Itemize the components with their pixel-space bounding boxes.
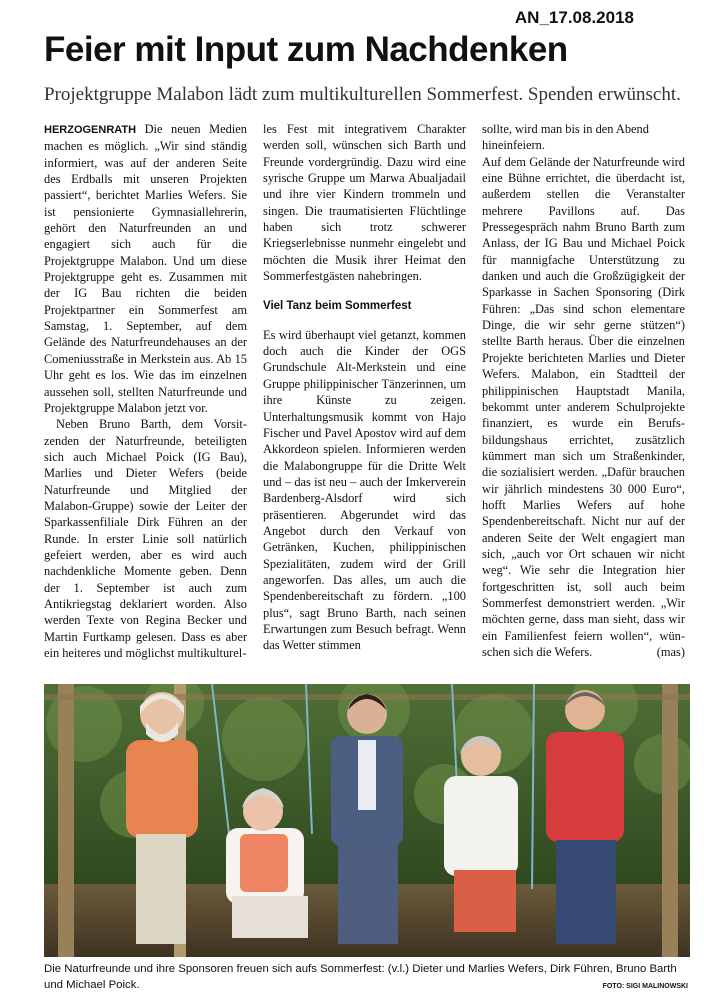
dateline: HERZOGENRATH [44, 124, 137, 136]
author-tag: (mas) [656, 645, 685, 659]
archive-stamp: AN_17.08.2018 [514, 8, 634, 27]
paragraph: Es wird überhaupt viel getanzt, kommen doch auch die Kinder der OGS Grundschule Alt-Merkstein und eine Gruppe philippinischer Tänzerinnen, um ihre Künste zu zeigen. Unterhaltungsmusik kommt von Hajo Fischer und Pavel Apostov wird auf dem Akkordeon spielen. Informieren werden die Malabongruppe für die Dritte Welt und – das ist neu – auch der Imkerverein Bardenberg-Alsdorf wird sich präsentieren. Abgerundet wird das Angebot durch den Verkauf von Getränken, Kuchen, philippinischen Spezialitäten, zudem wird der Grill angeworfen. Das alles, um auch die Spendenbereitschaft zu fördern. „100 plus“, sagt Bruno Barth, nach seinen Erwartungen zum Besuch befragt. Wenn das Wetter stimmen [263, 327, 466, 653]
subheadline: Projektgruppe Malabon lädt zum multikulturellen Sommerfest. Spenden erwünscht. [44, 84, 681, 105]
article-photo [44, 684, 690, 957]
article-column-1 [44, 121, 247, 661]
paragraph-text: Die neuen Medien machen es möglich. „Wir sind ständig informiert, was auf der anderen Seite des Erdballs mit unseren Projekten passiert“, berichtet Marlies Wefers. Sie ist pensionierte Gymnasiallehrerin, gehört den Naturfreunden an und engagiert sich auch für die Projektgruppe Malabon. Und um diese Projektgruppe geht es. Zusammen mit der IG Bau richten die beiden Projektpartner ein Sommerfest am Samstag, 1. September, auf dem Gelände des Naturfreundehauses an der Comeniusstraße in Merkstein aus. Ab 15 Uhr geht es los. Wie das im einzelnen aussehen soll, stellten Naturfreunde und Projektgruppe Malabon jetzt vor. [44, 122, 247, 415]
article-column-2 [263, 121, 466, 654]
photo-caption: Die Naturfreunde und ihre Sponsoren freuen sich aufs Sommerfest: (v.l.) Dieter und Marlies Wefers, Dirk Führen, Bruno Barth und Michael Poick. [44, 963, 677, 991]
paragraph: Neben Bruno Barth, dem Vorsitzenden der Naturfreunde, beteiligten sich auch Michael Poick (IG Bau), Marlies und Dieter Wefers (beide Naturfreunde und Mitglied der Malabon-Gruppe) sowie der Leiter der Sparkassenfiliale Dirk Führen an der Runde. In erster Linie soll natürlich gefeiert werden, aber es wird auch nachdenkliche Momente geben. Denn der 1. September ist auch zum Antikriegstag deklariert worden. Also werden Texte von Regina Becker und Martin Furtkamp gelesen. Dass es aber ein heiteres und möglichst multikulturel- [44, 417, 247, 660]
article-body [44, 121, 684, 669]
photo-illustration [44, 684, 690, 957]
photo-credit: FOTO: SIGI MALINOWSKI [602, 983, 688, 990]
article-column-3 [482, 121, 685, 660]
paragraph [482, 154, 685, 661]
subhead: Viel Tanz beim Sommerfest [263, 300, 412, 313]
paragraph-text: Auf dem Gelände der Naturfreunde wird eine Bühne errichtet, die überdacht ist, außerdem stellen die Veranstalter mehrere Pavillons auf. Das Pressegespräch nahm Bruno Barth zum Anlass, der IG Bau und Michael Poick für mannigfache Unterstützung zu danken und auch die Großzügigkeit der Sparkasse in Sachen Sponsoring (Dirk Führen: „Das sind schon elementare Dinge, die wir sehr gerne stützen“) stellte Barth heraus. Über die einzelnen Projekte berichteten Marlies und Dieter Wefers. Malabon, ein Stadtteil der philippinischen Hauptstadt Manila, bekommt unter anderem Schulprojekte finanziert, es wurde ein Berufsbildungshaus errichtet, zusätzlich kümmert man sich um Straßenkinder, die sozialisiert werden. „Dafür brauchen wir jährlich mindestens 30 000 Euro“, hofft Marlies Wefers auf hohe Spendenbereitschaft. Nicht nur auf der anderen Seite der Welt engagiert man sich, „auch vor Ort schauen wir nicht weg“. Wie sehr die Integration hier fortgeschritten ist, soll auch beim Sommerfest demonstriert werden. „Wir möchten gerne, dass man sieht, dass wir ein Familienfest feiern wollen“, wünschen sich die Wefers. [482, 154, 685, 659]
paragraph [44, 121, 247, 416]
paragraph: sollte, wird man bis in den Abend hineinfeiern. [482, 122, 649, 153]
paragraph: les Fest mit integrativem Charakter werden soll, wünschen sich Barth und Freunde vordergründig. Dazu wird eine syrische Gruppe um Marwa Abualjadail und ihre vier Kindern trommeln und singen. Die traumatisierten Flüchtlinge haben sich trotz schwerer Kriegserlebnisse nunmehr eingelebt und möchten die Musik ihrer Heimat den Sommerfestgästen nahebringen. [263, 122, 466, 284]
headline: Feier mit Input zum Nachdenken [44, 30, 568, 69]
